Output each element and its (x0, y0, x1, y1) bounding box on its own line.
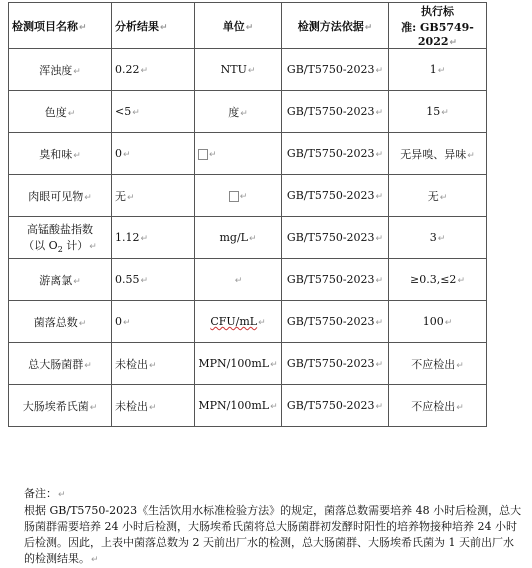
table-row: 大肠埃希氏菌↵ 未检出↵ MPN/100mL↵ GB/T5750-2023↵ 不应检出↵ (9, 385, 487, 427)
header-method: 检测方法依据↵ (282, 3, 389, 49)
table-row: 总大肠菌群↵ 未检出↵ MPN/100mL↵ GB/T5750-2023↵ 不应检出↵ (9, 343, 487, 385)
table-header-row (9, 3, 487, 49)
notes-section (24, 486, 524, 568)
notes-body: 根据 GB/T5750-2023《生活饮用水标准检验方法》的规定，菌落总数需要培养 48 小时后检测，总大肠菌群需要培养 24 小时后检测，大肠埃希氏菌将总大肠菌群初发酵时阳性的培养物接种培养 24 小时后检测。因此，上表中菌落总数为 2 天前出厂水的检测，总大肠菌群、大肠埃希氏菌为 1 天前出厂水的检测结果。↵ (24, 504, 522, 565)
header-item: 检测项目名称↵ (9, 3, 112, 49)
placeholder-box-icon (229, 191, 239, 202)
table-row: 游离氯↵ 0.55↵ ↵ GB/T5750-2023↵ ≥0.3,≤2↵ (9, 259, 487, 301)
table-row: 臭和味↵ 0↵ ↵ GB/T5750-2023↵ 无异嗅、异味↵ (9, 133, 487, 175)
table-row: 高锰酸盐指数 （以 $O_2$ 计）↵ 1.12↵ mg/L↵ GB/T5750-2023↵ 3↵ (9, 217, 487, 259)
table-row: 浑浊度↵ 0.22↵ NTU↵ GB/T5750-2023↵ 1↵ (9, 49, 487, 91)
water-quality-table (8, 2, 487, 427)
header-result: 分析结果↵ (112, 3, 195, 49)
table-row: 菌落总数↵ 0↵ CFU/mL↵ GB/T5750-2023↵ 100↵ (9, 301, 487, 343)
table-row: 肉眼可见物↵ 无↵ ↵ GB/T5750-2023↵ 无↵ (9, 175, 487, 217)
header-standard: 执行标 准: GB5749-2022↵ (389, 3, 487, 49)
notes-title: 备注：↵ (24, 487, 66, 500)
table-row: 色度↵ <5↵ 度↵ GB/T5750-2023↵ 15↵ (9, 91, 487, 133)
placeholder-box-icon (198, 149, 208, 160)
header-unit: 单位↵ (195, 3, 282, 49)
